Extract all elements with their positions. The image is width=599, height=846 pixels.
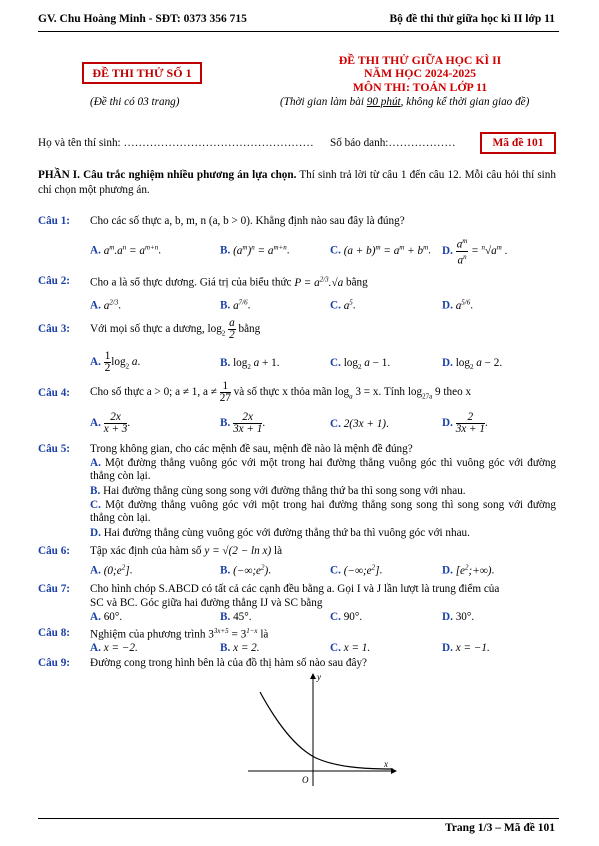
x-axis-label: x bbox=[384, 759, 388, 769]
question-6-text: Tập xác định của hàm số y = √(2 − ln x) là bbox=[90, 545, 283, 557]
q3-d-letter: D. bbox=[442, 357, 453, 369]
q5-d-text: Hai đường thẳng cùng vuông góc với đường thẳng thứ ba thì vuông góc với nhau. bbox=[103, 527, 470, 539]
time-duration: 90 phút bbox=[366, 96, 401, 108]
q2-a-letter: A. bbox=[90, 299, 101, 312]
function-graph bbox=[238, 670, 408, 792]
q7-d-value: 30°. bbox=[455, 611, 475, 623]
question-7-text-line2: SC và BC. Góc giữa hai đường thẳng IJ và SC bằng bbox=[90, 597, 323, 609]
q8-b-value: x = 2. bbox=[233, 642, 260, 654]
q5-a-letter: A. bbox=[90, 457, 101, 469]
q2-d-letter: D. bbox=[442, 299, 453, 312]
q8-d-value: x = −1. bbox=[455, 642, 490, 654]
question-9-text: Đường cong trong hình bên là của đồ thị hàm số nào sau đây? bbox=[90, 657, 367, 669]
question-1-text: Cho các số thực a, b, m, n (a, b > 0). Khẳng định nào sau đây là đúng? bbox=[90, 215, 405, 227]
q5-option-c bbox=[90, 499, 556, 524]
q6-a-letter: A. bbox=[90, 564, 101, 577]
header-divider bbox=[38, 31, 559, 32]
y-axis-label: y bbox=[317, 672, 321, 682]
q4-tail: 3 = x. Tính log bbox=[355, 386, 423, 399]
q4-a-letter: A. bbox=[90, 417, 101, 430]
q4-d-letter: D. bbox=[442, 417, 453, 430]
q8-d-letter: D. bbox=[442, 642, 453, 654]
question-2-label: Câu 2: bbox=[38, 275, 71, 287]
q6-c-letter: C. bbox=[330, 564, 341, 577]
q1-c-letter: C. bbox=[330, 244, 341, 257]
q7-option-d bbox=[442, 611, 474, 623]
question-7-text: Cho hình chóp S.ABCD có tất cả các cạnh đều bằng a. Gọi I và J lần lượt là trung điểm của bbox=[90, 583, 500, 595]
q2-option-d: D. $a^{5/6}$. bbox=[442, 298, 474, 312]
q2-stem: Cho a là số thực dương. Giá trị của biểu thức bbox=[90, 276, 292, 289]
q5-c-text: Một đường thẳng vuông góc với một trong hai đường thẳng song song thì song song với đường thẳng còn lại. bbox=[90, 499, 556, 524]
q3-option-c: C. $\log_2 a - 1$. bbox=[330, 357, 391, 372]
q4-c-letter: C. bbox=[330, 418, 341, 430]
q4-option-a: A. $\frac{2x}{x + 3}$ . bbox=[90, 411, 131, 435]
q5-a-text: Một đường thẳng vuông góc với một trong hai đường thẳng vuông góc thì vuông góc với đường thẳng còn lại. bbox=[90, 457, 557, 482]
question-8-text: Nghiệm của phương trình $3^{3x+5} = 3^{1-x}$ là bbox=[90, 627, 269, 641]
q4-b-letter: B. bbox=[220, 417, 231, 430]
q6-option-c: C. $(-\infty;e^2]$. bbox=[330, 563, 383, 577]
q1-a-letter: A. bbox=[90, 244, 101, 257]
part1-instruction: Thí sinh trả lời từ câu 1 đến câu 12. Mỗi câu hỏi thí sinh chỉ chọn một phương án. bbox=[38, 169, 556, 196]
header-author: GV. Chu Hoàng Minh - SĐT: 0373 356 715 bbox=[38, 13, 247, 25]
q6-stem: Tập xác định của hàm số bbox=[90, 545, 202, 557]
q8-c-value: x = 1. bbox=[343, 642, 371, 654]
q7-a-value: 60°. bbox=[103, 611, 123, 623]
q8-a-value: x = −2. bbox=[103, 642, 138, 654]
q6-option-b: B. $(-\infty;e^2)$. bbox=[220, 563, 272, 577]
q5-option-b bbox=[90, 485, 556, 498]
q3-c-letter: C. bbox=[330, 357, 341, 369]
exam-code-box: Mã đề 101 bbox=[480, 132, 556, 154]
q5-option-d bbox=[90, 527, 556, 540]
q2-option-a: A. $a^{2/3}$. bbox=[90, 298, 122, 312]
question-3-label: Câu 3: bbox=[38, 323, 71, 335]
q7-b-value: 45°. bbox=[233, 611, 252, 623]
q1-option-d: D. $\frac{a^m}{a^n}$ = $^n√a^m$ . bbox=[442, 237, 508, 267]
q5-d-letter: D. bbox=[90, 527, 101, 539]
q5-b-letter: B. bbox=[90, 485, 101, 497]
q7-b-letter: B. bbox=[220, 611, 231, 623]
q4-mid: và số thực x thỏa mãn log bbox=[233, 386, 350, 399]
time-note bbox=[280, 96, 529, 108]
part1-title: PHẦN I. Câu trắc nghiệm nhiều phương án lựa chọn. bbox=[38, 169, 297, 181]
q7-option-a bbox=[90, 611, 122, 623]
question-6-label: Câu 6: bbox=[38, 545, 71, 557]
q4-stem: Cho số thực a > 0; a ≠ 1, a ≠ bbox=[90, 386, 217, 399]
q7-c-letter: C. bbox=[330, 611, 341, 623]
time-suffix: , không kể thời gian giao đề) bbox=[400, 96, 530, 108]
q7-option-b bbox=[220, 611, 252, 623]
q8-option-a bbox=[90, 642, 138, 654]
q1-d-letter: D. bbox=[442, 244, 453, 257]
footer-divider bbox=[38, 818, 559, 819]
q7-d-letter: D. bbox=[442, 611, 453, 623]
q2-b-letter: B. bbox=[220, 299, 231, 312]
q2-c-letter: C. bbox=[330, 299, 341, 312]
q2-tail: bằng bbox=[345, 276, 368, 289]
exam-title-line3: MÔN THI: TOÁN LỚP 11 bbox=[352, 80, 488, 94]
question-3-text: Với mọi số thực a dương, $\log_2$ $\frac{a}{2}$ bằng bbox=[90, 317, 261, 341]
question-9-label: Câu 9: bbox=[38, 657, 71, 669]
exam-number-box: ĐỀ THI THỬ SỐ 1 bbox=[82, 62, 202, 84]
time-prefix: (Thời gian làm bài bbox=[280, 96, 367, 108]
question-8-label: Câu 8: bbox=[38, 627, 71, 639]
q4-tail2: 9 theo x bbox=[435, 386, 472, 399]
student-sbd-label: Số báo danh:……………… bbox=[330, 137, 456, 149]
q1-option-b: B. $(a^m)^n = a^{m+n}$. bbox=[220, 243, 290, 257]
q4-option-b: B. $\frac{2x}{3x + 1}$ . bbox=[220, 411, 266, 435]
q3-a-letter: A. bbox=[90, 356, 101, 369]
q3-option-a: A. $\frac{1}{2}$ $\log_2 a$. bbox=[90, 350, 141, 374]
question-4-label: Câu 4: bbox=[38, 387, 71, 399]
q7-option-c bbox=[330, 611, 362, 623]
function-curve bbox=[260, 692, 393, 769]
q4-option-d: D. $\frac{2}{3x + 1}$ . bbox=[442, 411, 488, 435]
q7-c-value: 90°. bbox=[343, 611, 363, 623]
q6-option-a: A. $(0;e^2]$. bbox=[90, 563, 133, 577]
q8-option-d bbox=[442, 642, 490, 654]
part1-heading bbox=[38, 168, 556, 198]
question-2-text: Cho a là số thực dương. Giá trị của biểu thức $P = a^{2/3}.√a$ bằng bbox=[90, 275, 368, 289]
origin-label: O bbox=[302, 775, 309, 785]
q8-option-b bbox=[220, 642, 260, 654]
q8-stem: Nghiệm của phương trình bbox=[90, 628, 206, 641]
q6-tail: là bbox=[274, 545, 283, 557]
question-4-text: Cho số thực a > 0; a ≠ 1, a ≠ $\frac{1}{27}$ và số thực x thỏa mãn $\log_a 3 = x$. Tính $\log_{27a} 9$ theo x bbox=[90, 380, 472, 404]
exam-title-line1: ĐỀ THI THỬ GIỮA HỌC KÌ II bbox=[338, 53, 502, 67]
q6-option-d: D. $[e^2;+\infty)$. bbox=[442, 563, 495, 577]
q8-b-letter: B. bbox=[220, 642, 231, 654]
q8-option-c bbox=[330, 642, 370, 654]
q2-option-b: B. $a^{7/6}$. bbox=[220, 298, 251, 312]
q3-b-letter: B. bbox=[220, 357, 231, 369]
q1-option-c: C. $(a + b)^m = a^m + b^m$. bbox=[330, 243, 431, 257]
question-1-label: Câu 1: bbox=[38, 215, 71, 227]
q8-c-letter: C. bbox=[330, 642, 341, 654]
q8-a-letter: A. bbox=[90, 642, 101, 654]
q5-b-text: Hai đường thẳng cùng song song với đường thẳng thứ ba thì song song với nhau. bbox=[103, 485, 466, 497]
q2-option-c: C. $a^5$. bbox=[330, 298, 356, 312]
q6-d-letter: D. bbox=[442, 564, 453, 577]
exam-title-line2: NĂM HỌC 2024-2025 bbox=[363, 66, 477, 80]
q1-b-letter: B. bbox=[220, 244, 231, 257]
q3-stem: Với mọi số thực a dương, log bbox=[90, 323, 222, 336]
header-series: Bộ đề thi thử giữa học kì II lớp 11 bbox=[389, 13, 555, 25]
q5-option-a bbox=[90, 457, 556, 482]
q6-b-letter: B. bbox=[220, 564, 231, 577]
pages-note: (Đề thi có 03 trang) bbox=[90, 96, 180, 108]
q8-tail: là bbox=[260, 628, 269, 641]
question-7-label: Câu 7: bbox=[38, 583, 71, 595]
q4-option-c: C. 2(3x + 1). bbox=[330, 418, 389, 430]
q3-option-d: D. $\log_2 a - 2$. bbox=[442, 357, 503, 372]
q3-tail: bằng bbox=[238, 323, 261, 336]
student-name-label: Họ và tên thí sinh: …………………………………………… bbox=[38, 137, 314, 149]
question-5-label: Câu 5: bbox=[38, 443, 71, 455]
page-footer: Trang 1/3 – Mã đề 101 bbox=[445, 822, 555, 834]
question-5-text: Trong không gian, cho các mệnh đề sau, mệnh đề nào là mệnh đề đúng? bbox=[90, 443, 413, 455]
q5-c-letter: C. bbox=[90, 499, 101, 511]
q3-option-b: B. $\log_2 a + 1$. bbox=[220, 357, 280, 372]
q1-option-a: A. $a^m.a^n = a^{m+n}$. bbox=[90, 243, 162, 257]
q7-a-letter: A. bbox=[90, 611, 101, 623]
